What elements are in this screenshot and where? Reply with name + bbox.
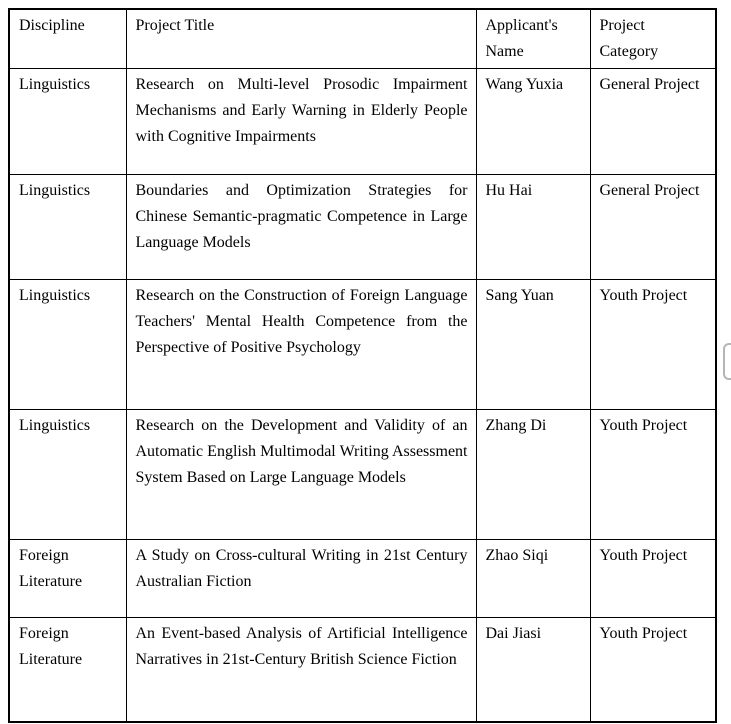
table-row [9,540,716,618]
cell-project-title: Research on the Development and Validity of an Automatic English Multimodal Writing Assessment System Based on Large Language Models [126,410,476,540]
cell-project-category: Youth Project [590,618,716,722]
header-row [9,9,716,69]
cell-applicant-name: Zhang Di [476,410,590,540]
table-row [9,69,716,175]
cell-applicant-name: Wang Yuxia [476,69,590,175]
cell-project-category: General Project [590,175,716,280]
column-header-project-title: Project Title [126,9,476,69]
cell-project-category: General Project [590,69,716,175]
cell-project-title: Boundaries and Optimization Strategies for Chinese Semantic-pragmatic Competence in Large Language Models [126,175,476,280]
cell-discipline: Foreign Literature [9,540,126,618]
table-row [9,618,716,722]
cell-discipline: Linguistics [9,69,126,175]
table-row [9,175,716,280]
cell-applicant-name: Zhao Siqi [476,540,590,618]
cell-discipline: Linguistics [9,280,126,410]
cell-applicant-name: Sang Yuan [476,280,590,410]
cell-project-title: Research on Multi-level Prosodic Impairment Mechanisms and Early Warning in Elderly People with Cognitive Impairments [126,69,476,175]
cell-project-title: An Event-based Analysis of Artificial Intelligence Narratives in 21st-Century British Science Fiction [126,618,476,722]
cell-discipline: Foreign Literature [9,618,126,722]
cell-discipline: Linguistics [9,175,126,280]
column-header-project-category: Project Category [590,9,716,69]
table-row [9,410,716,540]
cell-project-title: Research on the Construction of Foreign Language Teachers' Mental Health Competence from the Perspective of Positive Psychology [126,280,476,410]
projects-table [8,8,717,723]
cell-project-category: Youth Project [590,540,716,618]
scrollbar-handle[interactable] [723,343,731,380]
column-header-discipline: Discipline [9,9,126,69]
cell-applicant-name: Hu Hai [476,175,590,280]
table-row [9,280,716,410]
cell-applicant-name: Dai Jiasi [476,618,590,722]
cell-project-title: A Study on Cross-cultural Writing in 21st Century Australian Fiction [126,540,476,618]
cell-project-category: Youth Project [590,280,716,410]
cell-project-category: Youth Project [590,410,716,540]
cell-discipline: Linguistics [9,410,126,540]
column-header-applicant-name: Applicant's Name [476,9,590,69]
